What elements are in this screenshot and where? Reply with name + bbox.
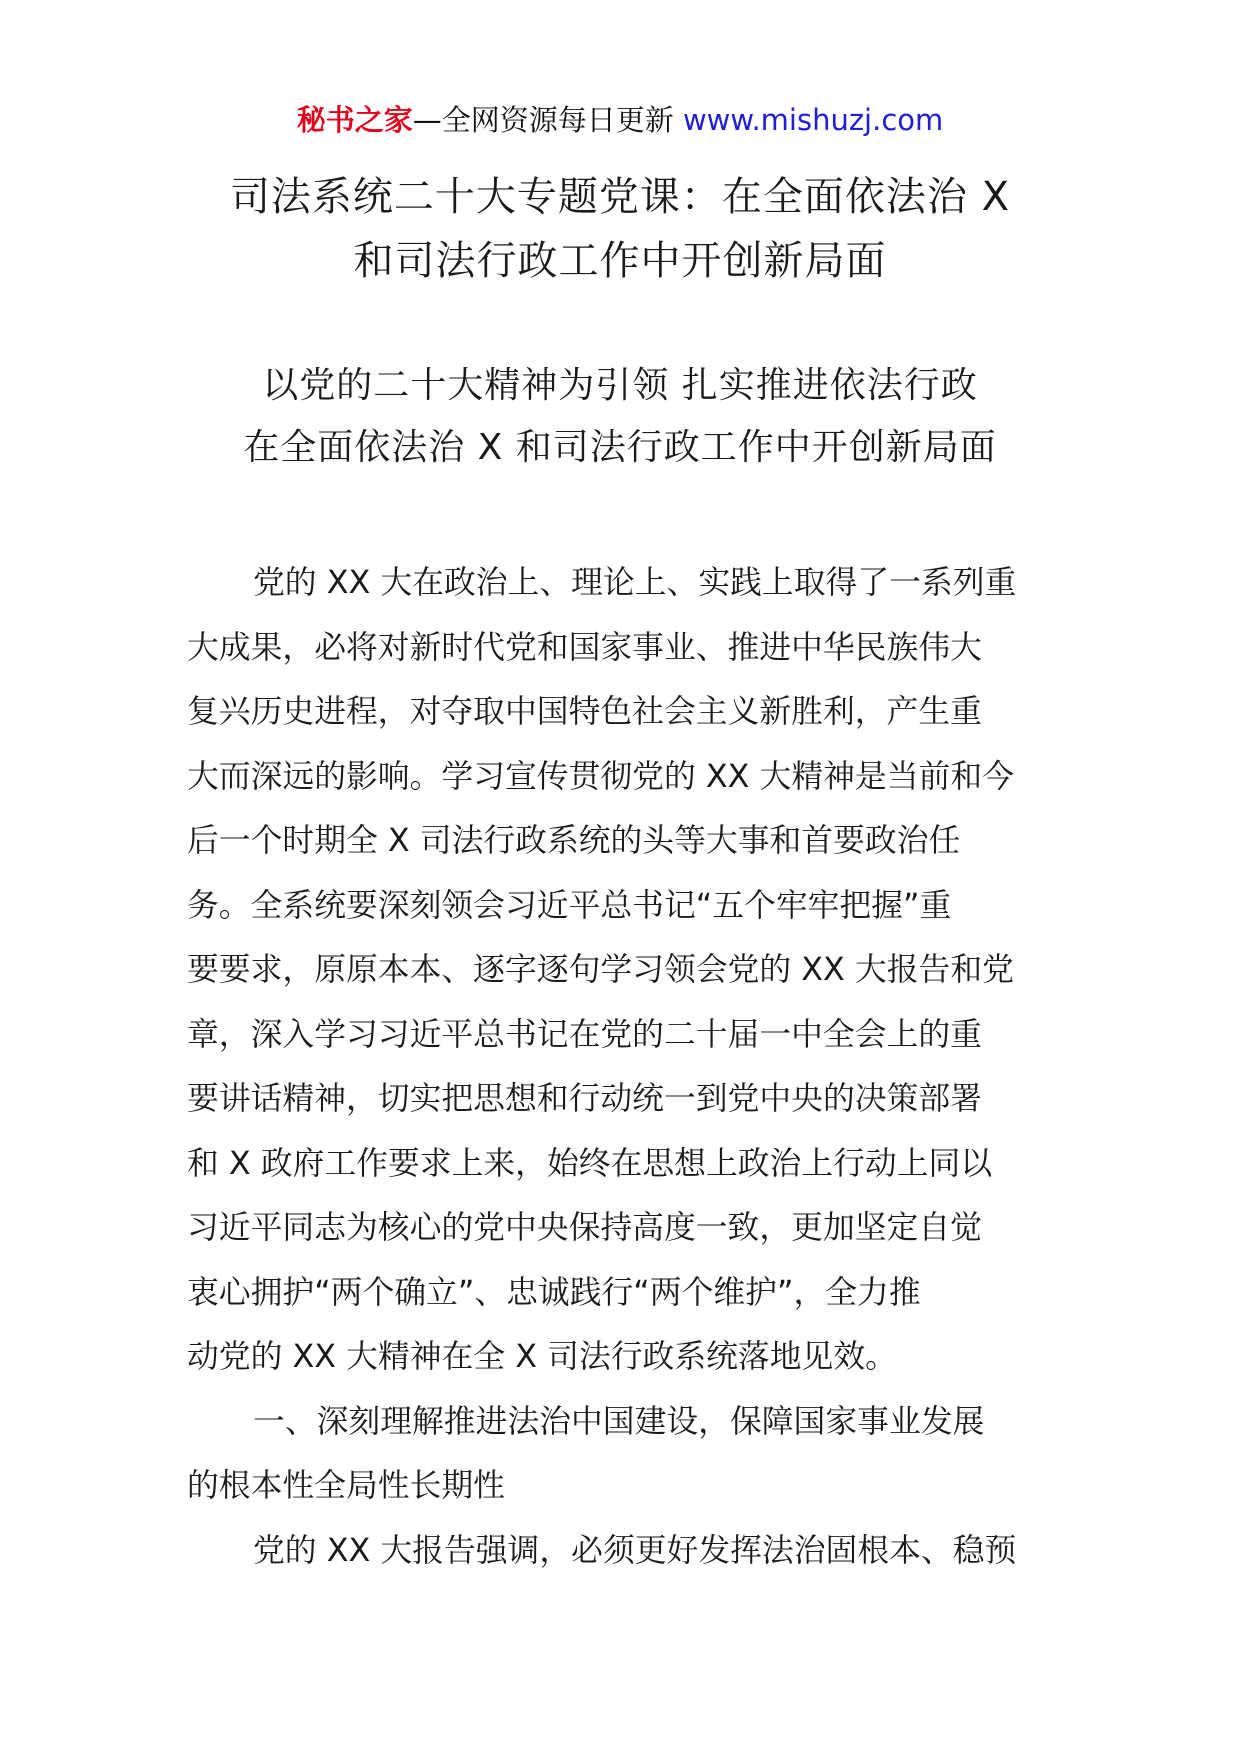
title-line: 和司法行政工作中开创新局面	[353, 238, 887, 284]
paragraph-line: 要要求，原原本本、逐字逐句学习领会党的 XX 大报告和党	[187, 951, 1014, 988]
page-header	[0, 100, 1240, 140]
paragraph-line: 要讲话精神，切实把思想和行动统一到党中央的决策部署	[187, 1080, 982, 1117]
header-tagline: —全网资源每日更新	[412, 103, 683, 137]
subtitle-line: 以党的二十大精神为引领 扎实推进依法行政	[262, 365, 978, 406]
paragraph-line: 大成果，必将对新时代党和国家事业、推进中华民族伟大	[187, 628, 982, 666]
paragraph-line: 和 X 政府工作要求上来，始终在思想上政治上行动上同以	[187, 1144, 993, 1182]
paragraph-line: 动党的 XX 大精神在全 X 司法行政系统落地见效。	[187, 1338, 897, 1375]
paragraph-line: 党的 XX 大报告强调，必须更好发挥法治固根本、稳预	[253, 1531, 1017, 1569]
paragraph-line: 章，深入学习习近平总书记在党的二十届一中全会上的重	[187, 1015, 982, 1053]
document-body	[187, 551, 1055, 1583]
site-url[interactable]: www.mishuzj.com	[682, 103, 944, 137]
section-heading-line: 的根本性全局性长期性	[187, 1467, 505, 1504]
brand-name: 秘书之家	[296, 103, 413, 137]
document-subtitle	[120, 355, 1120, 479]
paragraph-line: 大而深远的影响。学习宣传贯彻党的 XX 大精神是当前和今	[187, 757, 1014, 795]
paragraph-line: 复兴历史进程，对夺取中国特色社会主义新胜利，产生重	[187, 693, 982, 730]
section-heading-line: 一、深刻理解推进法治中国建设，保障国家事业发展	[253, 1402, 985, 1440]
document-title	[120, 165, 1120, 293]
subtitle-line: 在全面依法治 X 和司法行政工作中开创新局面	[243, 427, 997, 468]
paragraph-line: 习近平同志为核心的党中央保持高度一致，更加坚定自觉	[187, 1209, 982, 1246]
paragraph-line: 务。全系统要深刻领会习近平总书记“五个牢牢把握”重	[187, 886, 952, 924]
paragraph-line: 后一个时期全 X 司法行政系统的头等大事和首要政治任	[187, 822, 961, 859]
paragraph-line: 党的 XX 大在政治上、理论上、实践上取得了一系列重	[253, 564, 1017, 601]
paragraph-line: 衷心拥护“两个确立”、忠诚践行“两个维护”，全力推	[187, 1273, 921, 1311]
title-line: 司法系统二十大专题党课：在全面依法治 X	[229, 174, 1011, 220]
